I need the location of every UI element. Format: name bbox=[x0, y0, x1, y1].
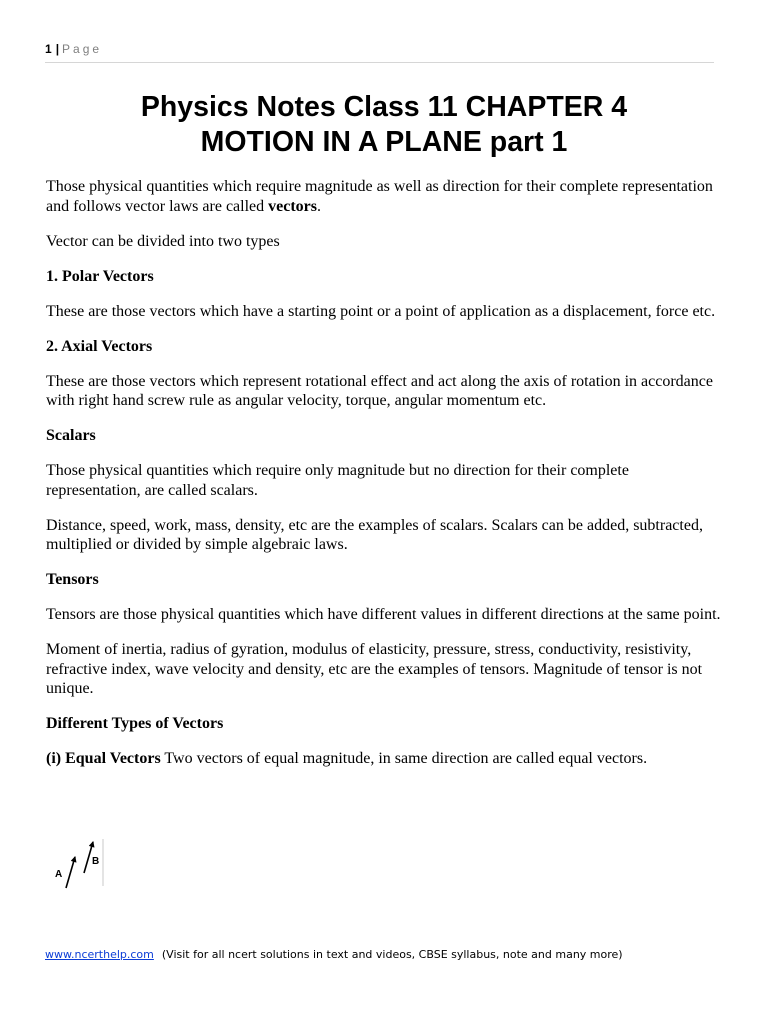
page-footer bbox=[45, 947, 745, 963]
intro-period: . bbox=[317, 197, 321, 215]
vector-a-arrow bbox=[66, 857, 75, 888]
footer-note: (Visit for all ncert solutions in text and videos, CBSE syllabus, note and many more) bbox=[161, 948, 623, 961]
vector-b-label: B bbox=[92, 856, 100, 867]
tensors-definition: Tensors are those physical quantities which have different values in different directions at the same point. bbox=[46, 606, 721, 623]
vector-a-label: A bbox=[55, 869, 63, 880]
title-line-1: Physics Notes Class 11 CHAPTER 4 bbox=[140, 91, 628, 123]
axial-vectors-text: These are those vectors which represent rotational effect and act along the axis of rotation in accordance with right hand screw rule as angular velocity, torque, angular momentum etc. bbox=[46, 372, 713, 409]
tensors-heading: Tensors bbox=[46, 571, 99, 588]
polar-vectors-heading: 1. Polar Vectors bbox=[46, 267, 154, 285]
ncerthelp-link[interactable]: www.ncerthelp.com bbox=[45, 948, 154, 961]
page-number: 1 bbox=[45, 42, 52, 56]
equal-vectors-term: (i) Equal Vectors bbox=[46, 750, 161, 767]
equal-vectors-text: Two vectors of equal magnitude, in same direction are called equal vectors. bbox=[160, 750, 648, 767]
scalars-heading: Scalars bbox=[46, 427, 96, 444]
tensors-examples: Moment of inertia, radius of gyration, modulus of elasticity, pressure, stress, conductivity, resistivity, refractive index, wave velocity and density, etc are the examples of tensors. Magnitude of tensor is not unique. bbox=[46, 641, 703, 697]
axial-vectors-heading: 2. Axial Vectors bbox=[46, 337, 153, 355]
equal-vectors-paragraph bbox=[46, 749, 726, 769]
polar-vectors-text: These are those vectors which have a starting point or a point of application as a displacement, force etc. bbox=[46, 302, 716, 320]
page-header bbox=[45, 42, 714, 63]
vector-types-intro: Vector can be divided into two types bbox=[46, 232, 280, 250]
vectors-term: vectors bbox=[268, 197, 317, 215]
document-title bbox=[0, 90, 768, 160]
page-label: Page bbox=[62, 42, 103, 56]
vectors-definition bbox=[46, 177, 726, 216]
equal-vectors-figure bbox=[50, 822, 110, 894]
vector-types-heading: Different Types of Vectors bbox=[46, 715, 224, 732]
scalars-definition: Those physical quantities which require only magnitude but no direction for their complete representation, are called scalars. bbox=[46, 462, 629, 499]
intro-text: Those physical quantities which require magnitude as well as direction for their complete representation and follows vector laws are called bbox=[46, 178, 713, 215]
scalars-examples: Distance, speed, work, mass, density, etc are the examples of scalars. Scalars can be added, subtracted, multiplied or divided by simple algebraic laws. bbox=[46, 516, 703, 553]
title-line-2: MOTION IN A PLANE part 1 bbox=[200, 126, 568, 158]
document-body bbox=[46, 177, 726, 784]
page-separator: | bbox=[55, 42, 60, 56]
